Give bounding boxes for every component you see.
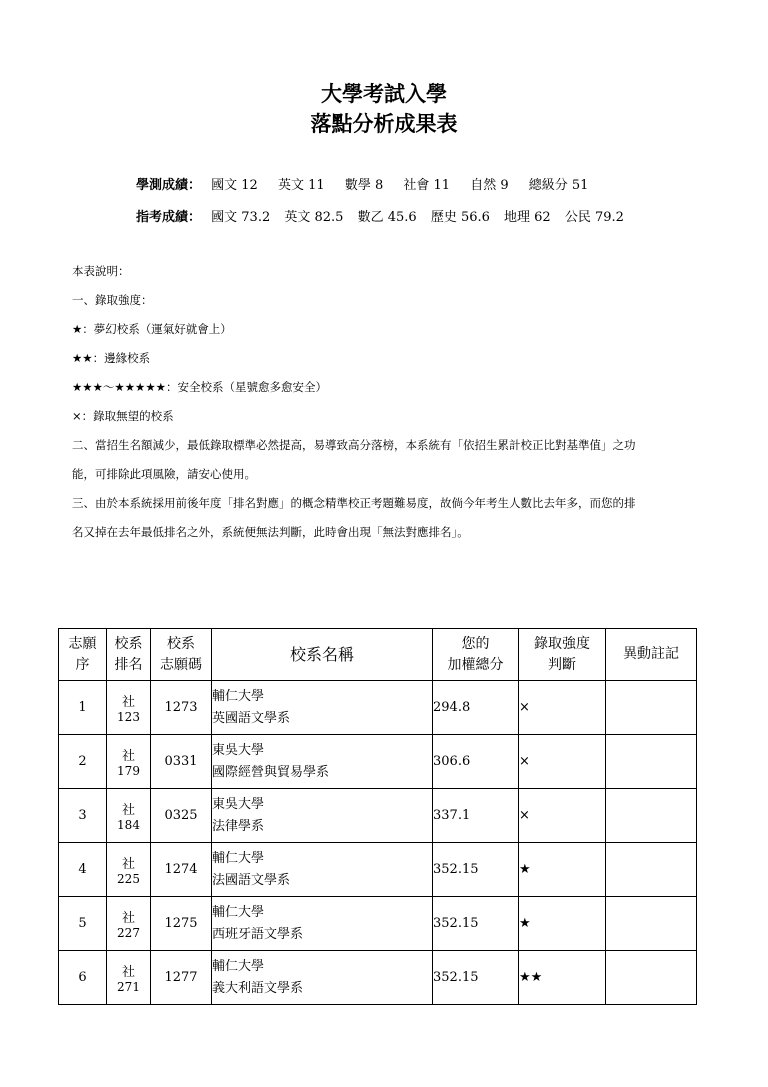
row-note xyxy=(606,897,697,951)
note-line: 能，可排除此項風險，請安心使用。 xyxy=(72,467,256,481)
row-seq: 6 xyxy=(59,951,107,1005)
row-note xyxy=(606,843,697,897)
row-judgement: ★ xyxy=(519,843,606,897)
header-code: 校系 志願碼 xyxy=(151,629,212,681)
table-row xyxy=(59,789,697,843)
row-score: 294.8 xyxy=(433,681,519,735)
row-rank: 社 179 xyxy=(107,735,151,789)
row-score: 352.15 xyxy=(433,843,519,897)
table-row xyxy=(59,897,697,951)
row-dept-name: 輔仁大學 義大利語文學系 xyxy=(212,951,433,1005)
ast-label: 指考成績： xyxy=(136,210,202,225)
table-row xyxy=(59,843,697,897)
row-rank: 社 227 xyxy=(107,897,151,951)
document-subtitle: 落點分析成果表 xyxy=(310,112,458,136)
row-code: 1273 xyxy=(151,681,212,735)
note-line: ★：夢幻校系（運氣好就會上） xyxy=(72,322,232,336)
header-score: 您的 加權總分 xyxy=(433,629,519,681)
row-judgement: × xyxy=(519,735,606,789)
header-note: 異動註記 xyxy=(606,629,697,681)
gsat-score: 英文 11 xyxy=(277,178,325,193)
row-rank: 社 225 xyxy=(107,843,151,897)
row-note xyxy=(606,735,697,789)
table-row xyxy=(59,681,697,735)
gsat-score: 自然 9 xyxy=(470,178,509,193)
row-judgement: × xyxy=(519,789,606,843)
row-code: 1277 xyxy=(151,951,212,1005)
table-row xyxy=(59,951,697,1005)
row-judgement: × xyxy=(519,681,606,735)
row-rank: 社 123 xyxy=(107,681,151,735)
gsat-score: 數學 8 xyxy=(344,178,384,193)
ast-score: 公民 79.2 xyxy=(564,210,624,225)
row-dept-name: 東吳大學 法律學系 xyxy=(212,789,433,843)
header-seq: 志願 序 xyxy=(59,629,107,681)
note-line: ★★★～★★★★★：安全校系（星號愈多愈安全） xyxy=(72,380,327,394)
ast-score: 國文 73.2 xyxy=(211,210,271,225)
row-rank: 社 271 xyxy=(107,951,151,1005)
table-notes xyxy=(72,262,702,552)
ast-scores xyxy=(136,206,634,225)
note-line: 二、當招生名額減少，最低錄取標準必然提高，易導致高分落榜，本系統有「依招生累計校正比對基準值」之功 xyxy=(72,438,636,452)
ast-score: 數乙 45.6 xyxy=(357,210,417,225)
row-code: 0325 xyxy=(151,789,212,843)
note-line: 三、由於本系統採用前後年度「排名對應」的概念精準校正考題難易度，故倘今年考生人數比去年多，而您的排 xyxy=(72,496,636,510)
row-code: 1274 xyxy=(151,843,212,897)
row-score: 352.15 xyxy=(433,897,519,951)
header-name: 校系名稱 xyxy=(212,629,433,681)
row-judgement: ★★ xyxy=(519,951,606,1005)
row-seq: 3 xyxy=(59,789,107,843)
note-line: ★★：邊緣校系 xyxy=(72,351,151,365)
notes-heading: 本表說明： xyxy=(72,264,130,278)
note-line: 名又掉在去年最低排名之外，系統便無法判斷，此時會出現「無法對應排名」。 xyxy=(72,525,469,539)
ast-score: 地理 62 xyxy=(504,210,551,225)
ast-score: 歷史 56.6 xyxy=(430,210,490,225)
row-dept-name: 輔仁大學 英國語文學系 xyxy=(212,681,433,735)
header-judge: 錄取強度 判斷 xyxy=(519,629,606,681)
row-score: 352.15 xyxy=(433,951,519,1005)
row-note xyxy=(606,951,697,1005)
gsat-score: 總級分 51 xyxy=(528,178,589,193)
gsat-label: 學測成績： xyxy=(136,178,202,193)
row-score: 306.6 xyxy=(433,735,519,789)
row-seq: 1 xyxy=(59,681,107,735)
note-line: 一、錄取強度： xyxy=(72,293,153,307)
table-row xyxy=(59,735,697,789)
gsat-scores xyxy=(136,174,604,193)
row-dept-name: 東吳大學 國際經營與貿易學系 xyxy=(212,735,433,789)
row-rank: 社 184 xyxy=(107,789,151,843)
row-judgement: ★ xyxy=(519,897,606,951)
gsat-score: 社會 11 xyxy=(403,178,451,193)
row-code: 1275 xyxy=(151,897,212,951)
results-table xyxy=(58,628,697,1005)
row-note xyxy=(606,681,697,735)
row-dept-name: 輔仁大學 法國語文學系 xyxy=(212,843,433,897)
row-code: 0331 xyxy=(151,735,212,789)
row-dept-name: 輔仁大學 西班牙語文學系 xyxy=(212,897,433,951)
header-rank: 校系 排名 xyxy=(107,629,151,681)
row-note xyxy=(606,789,697,843)
note-line: ×：錄取無望的校系 xyxy=(72,409,174,423)
row-seq: 5 xyxy=(59,897,107,951)
row-score: 337.1 xyxy=(433,789,519,843)
table-header-row xyxy=(59,629,697,681)
gsat-score: 國文 12 xyxy=(211,178,258,193)
document-title: 大學考試入學 xyxy=(321,82,447,106)
ast-score: 英文 82.5 xyxy=(284,210,344,225)
row-seq: 2 xyxy=(59,735,107,789)
row-seq: 4 xyxy=(59,843,107,897)
